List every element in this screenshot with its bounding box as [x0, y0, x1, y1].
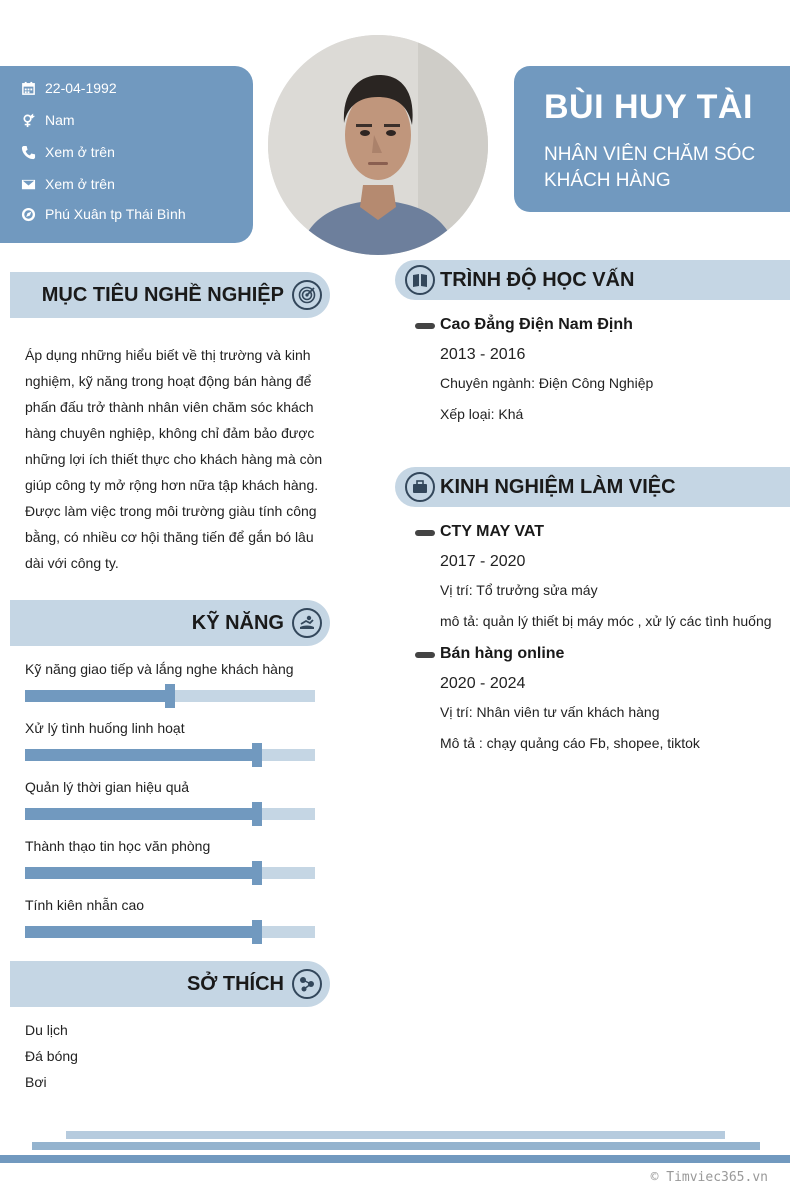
- watermark: © Timviec365.vn: [650, 1170, 768, 1185]
- experience-position: Vị trí: Tổ trưởng sửa máy: [440, 582, 598, 598]
- footer-stripe: [0, 1155, 790, 1163]
- experience-description: Mô tả : chạy quảng cáo Fb, shopee, tiktok: [440, 735, 700, 751]
- skill-bar-fill: [25, 749, 257, 761]
- skill-bar-fill: [25, 690, 170, 702]
- skills-section-header: [10, 600, 330, 646]
- skill-bar: [25, 808, 315, 820]
- gender-icon: [20, 112, 36, 128]
- education-school: Cao Đẳng Điện Nam Định: [440, 316, 633, 333]
- contact-email: [20, 176, 115, 192]
- skill-name: Xử lý tình huống linh hoạt: [25, 720, 185, 736]
- entry-bullet: [415, 652, 435, 658]
- phone-icon: [20, 144, 36, 160]
- hobbies-section-header: [10, 961, 330, 1007]
- contact-gender: [20, 112, 75, 128]
- skills-icon: [292, 608, 322, 638]
- contact-phone: [20, 144, 115, 160]
- contact-address: [20, 206, 186, 222]
- contact-birthday: [20, 80, 117, 96]
- candidate-job-title: NHÂN VIÊN CHĂM SÓC KHÁCH HÀNG: [544, 144, 756, 191]
- skill-name: Kỹ năng giao tiếp và lắng nghe khách hàng: [25, 661, 294, 677]
- hobbies-heading: SỞ THÍCH: [186, 973, 284, 995]
- objective-heading: MỤC TIÊU NGHỀ NGHIỆP: [41, 284, 284, 306]
- objective-section-header: [10, 272, 330, 318]
- education-major: Chuyên ngành: Điện Công Nghiệp: [440, 375, 654, 391]
- skill-name: Thành thạo tin học văn phòng: [25, 838, 211, 854]
- education-section-header: [395, 260, 790, 300]
- candidate-name: BÙI HUY TÀI: [544, 88, 753, 126]
- hobbies-icon: [292, 969, 322, 999]
- experience-heading: KINH NGHIỆM LÀM VIỆC: [440, 476, 676, 498]
- phone-text: Xem ở trên: [45, 144, 115, 160]
- skill-bar-knob: [252, 802, 262, 826]
- education-grade: Xếp loại: Khá: [440, 406, 524, 422]
- skill-bar-knob: [252, 920, 262, 944]
- education-years: 2013 - 2016: [440, 346, 526, 363]
- address-text: Phú Xuân tp Thái Bình: [45, 206, 186, 222]
- birthday-text: 22-04-1992: [45, 80, 117, 96]
- entry-bullet: [415, 530, 435, 536]
- skill-name: Tính kiên nhẫn cao: [25, 897, 145, 913]
- skill-bar: [25, 749, 315, 761]
- experience-years: 2020 - 2024: [440, 675, 526, 692]
- hobby-item: Bơi: [25, 1074, 47, 1090]
- calendar-icon: [20, 80, 36, 96]
- hobby-item: Du lịch: [25, 1022, 68, 1038]
- email-text: Xem ở trên: [45, 176, 115, 192]
- education-heading: TRÌNH ĐỘ HỌC VẤN: [440, 269, 635, 291]
- hobby-item: Đá bóng: [25, 1048, 78, 1064]
- skill-bar-fill: [25, 926, 257, 938]
- skill-bar-fill: [25, 808, 257, 820]
- experience-section-header: [395, 467, 790, 507]
- gender-text: Nam: [45, 112, 75, 128]
- location-icon: [20, 206, 36, 222]
- skills-heading: KỸ NĂNG: [191, 612, 284, 634]
- skill-bar-knob: [252, 743, 262, 767]
- footer-stripe: [32, 1142, 760, 1150]
- profile-photo: [268, 35, 488, 255]
- footer-stripe: [66, 1131, 725, 1139]
- target-icon: [292, 280, 322, 310]
- book-icon: [405, 265, 435, 295]
- briefcase-icon: [405, 472, 435, 502]
- envelope-icon: [20, 176, 36, 192]
- experience-company: CTY MAY VAT: [440, 523, 545, 540]
- contact-panel: [0, 66, 253, 243]
- entry-bullet: [415, 323, 435, 329]
- objective-text: Áp dụng những hiểu biết về thị trường và kinh nghiệm, kỹ năng trong hoạt động bán hàng để phấn đấu trở thành nhân viên chăm sóc khách hàng chuyên nghiệp, không chỉ đảm bảo được những lợi ích thiết thực cho khách hàng mà còn giúp công ty mở rộng hơn nữa tập khách hàng. Được làm việc trong môi trường giàu tính công bằng, có nhiều cơ hội thăng tiến để gắn bó lâu dài với công ty.: [25, 347, 323, 571]
- experience-description: mô tả: quản lý thiết bị máy móc , xử lý các tình huống: [440, 613, 772, 629]
- skill-bar: [25, 926, 315, 938]
- experience-position: Vị trí: Nhân viên tư vấn khách hàng: [440, 704, 660, 720]
- skill-bar-knob: [165, 684, 175, 708]
- experience-company: Bán hàng online: [440, 645, 565, 662]
- skill-bar: [25, 690, 315, 702]
- skill-bar-fill: [25, 867, 257, 879]
- skill-bar-knob: [252, 861, 262, 885]
- skill-name: Quản lý thời gian hiệu quả: [25, 779, 190, 795]
- name-panel: [514, 66, 790, 212]
- experience-years: 2017 - 2020: [440, 553, 526, 570]
- skill-bar: [25, 867, 315, 879]
